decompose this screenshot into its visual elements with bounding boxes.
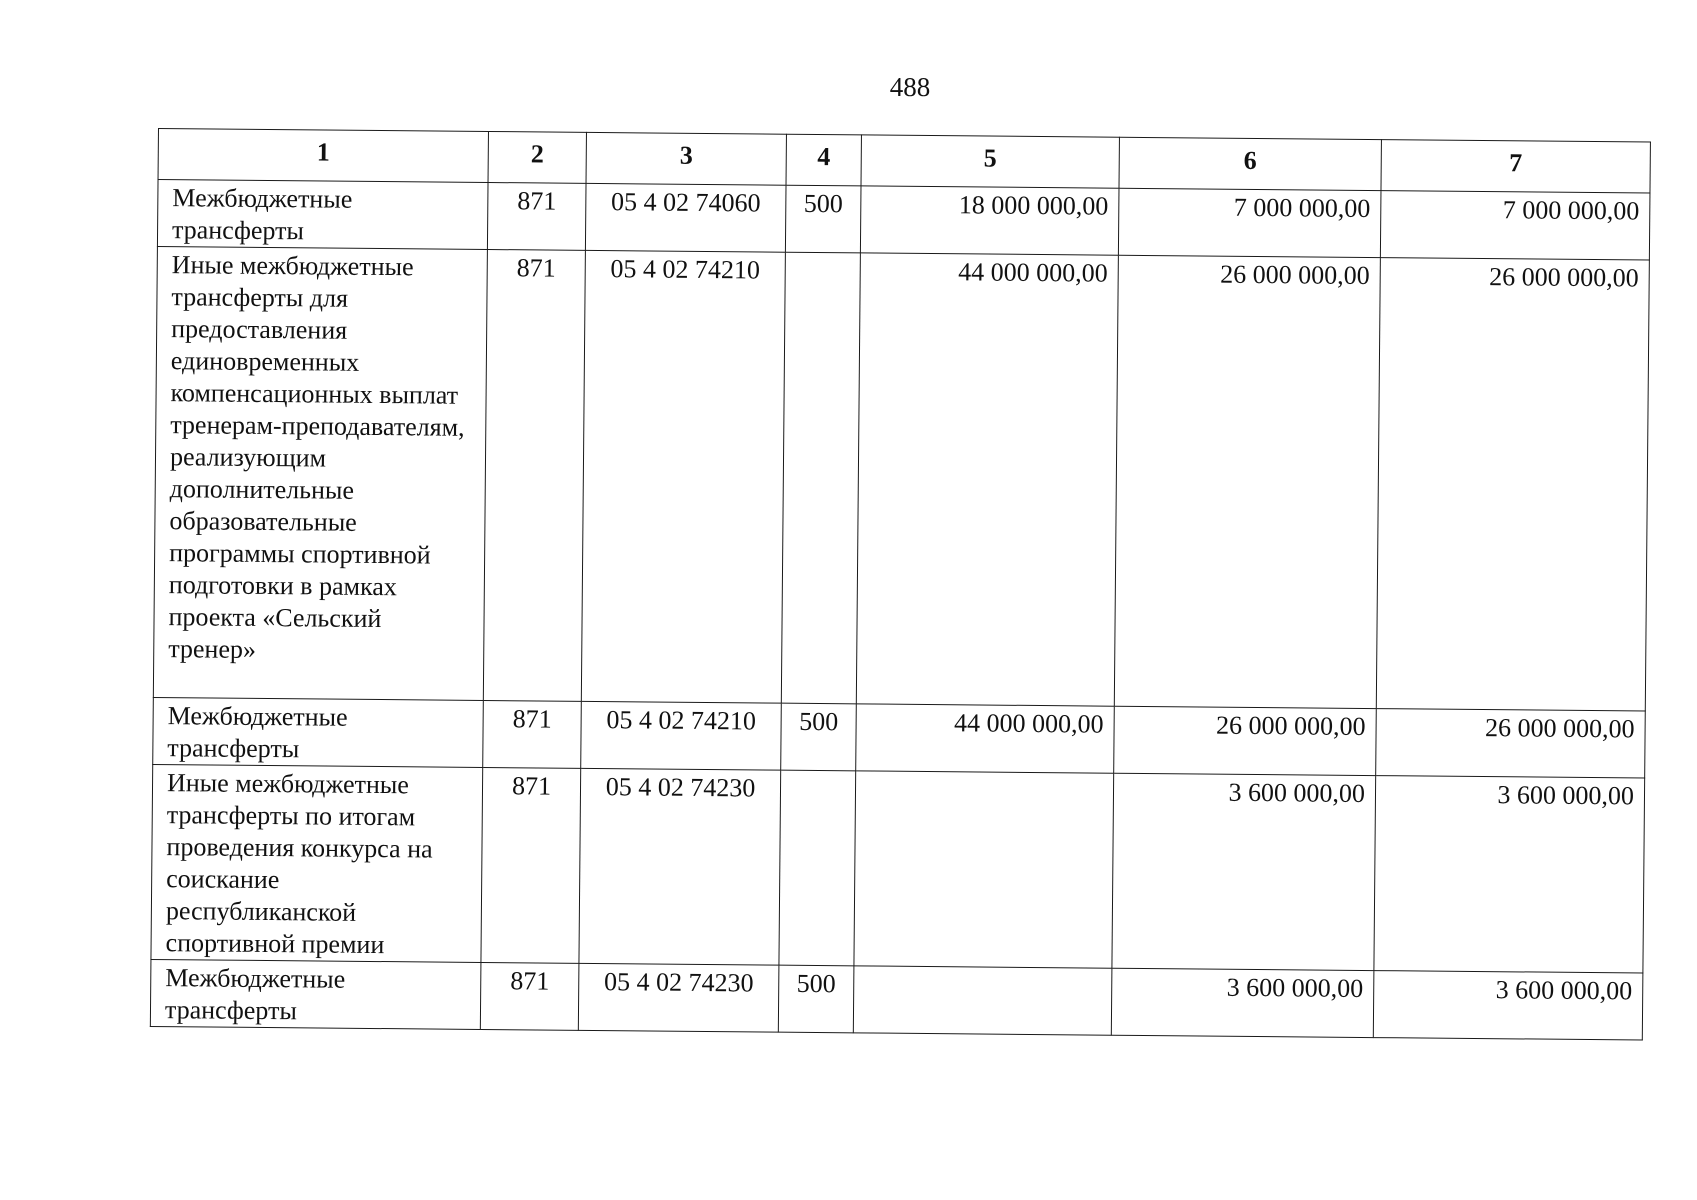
target-article-cell: 05 4 02 74230 — [579, 768, 781, 965]
column-header-4: 4 — [786, 134, 861, 186]
amount-col6-cell: 3 600 000,00 — [1112, 773, 1376, 970]
amount-col7-cell: 26 000 000,00 — [1376, 709, 1646, 778]
column-header-5: 5 — [861, 135, 1119, 188]
amount-col7-cell: 3 600 000,00 — [1374, 776, 1645, 973]
amount-col5-cell — [854, 771, 1114, 968]
budget-table — [150, 128, 1651, 1041]
column-header-1: 1 — [158, 129, 488, 183]
amount-col6-cell: 26 000 000,00 — [1114, 255, 1380, 708]
amount-col5-cell: 44 000 000,00 — [856, 704, 1115, 773]
row-name-cell: Межбюджетные трансферты — [157, 180, 488, 250]
admin-code-cell: 871 — [481, 767, 581, 963]
expense-type-cell — [779, 770, 856, 966]
amount-col6-cell: 26 000 000,00 — [1114, 706, 1377, 775]
row-name-cell: Межбюджетные трансферты — [150, 959, 481, 1029]
admin-code-cell: 871 — [483, 249, 585, 701]
column-header-2: 2 — [488, 131, 586, 183]
page-number: 488 — [889, 72, 931, 102]
amount-col7-cell: 26 000 000,00 — [1376, 258, 1649, 711]
row-name-cell: Межбюджетные трансферты — [153, 697, 484, 767]
table-row — [150, 959, 1643, 1040]
table-row — [153, 246, 1649, 711]
admin-code-cell: 871 — [483, 700, 582, 768]
column-header-7: 7 — [1381, 140, 1650, 193]
row-name-cell: Иные межбюджетные трансферты по итогам проведения конкурса на соискание республиканской спортивной премии — [151, 764, 483, 962]
table-row — [151, 764, 1645, 973]
amount-col6-cell: 7 000 000,00 — [1118, 188, 1381, 257]
amount-col5-cell: 44 000 000,00 — [856, 253, 1118, 706]
target-article-cell: 05 4 02 74230 — [578, 963, 779, 1032]
amount-col5-cell: 18 000 000,00 — [860, 186, 1119, 255]
amount-col5-cell — [853, 966, 1112, 1035]
budget-table-container — [150, 128, 1650, 1041]
expense-type-cell: 500 — [778, 965, 854, 1033]
target-article-cell: 05 4 02 74210 — [581, 250, 785, 703]
target-article-cell: 05 4 02 74060 — [585, 183, 786, 252]
admin-code-cell: 871 — [480, 962, 579, 1030]
admin-code-cell: 871 — [487, 182, 586, 250]
column-header-6: 6 — [1119, 137, 1381, 190]
expense-type-cell: 500 — [781, 703, 857, 771]
expense-type-cell: 500 — [785, 185, 861, 253]
column-header-3: 3 — [586, 132, 786, 185]
amount-col7-cell: 7 000 000,00 — [1380, 191, 1650, 260]
row-name-cell: Иные межбюджетные трансферты для предоставления единовременных компенсационных выплат тренерам-преподавателям, реализующим дополнительные образовательные программы спортивной подготовки в рамках проекта «Сельский тренер» — [153, 246, 487, 700]
expense-type-cell — [781, 252, 860, 704]
amount-col6-cell: 3 600 000,00 — [1111, 968, 1374, 1037]
amount-col7-cell: 3 600 000,00 — [1373, 971, 1643, 1040]
target-article-cell: 05 4 02 74210 — [581, 701, 782, 770]
